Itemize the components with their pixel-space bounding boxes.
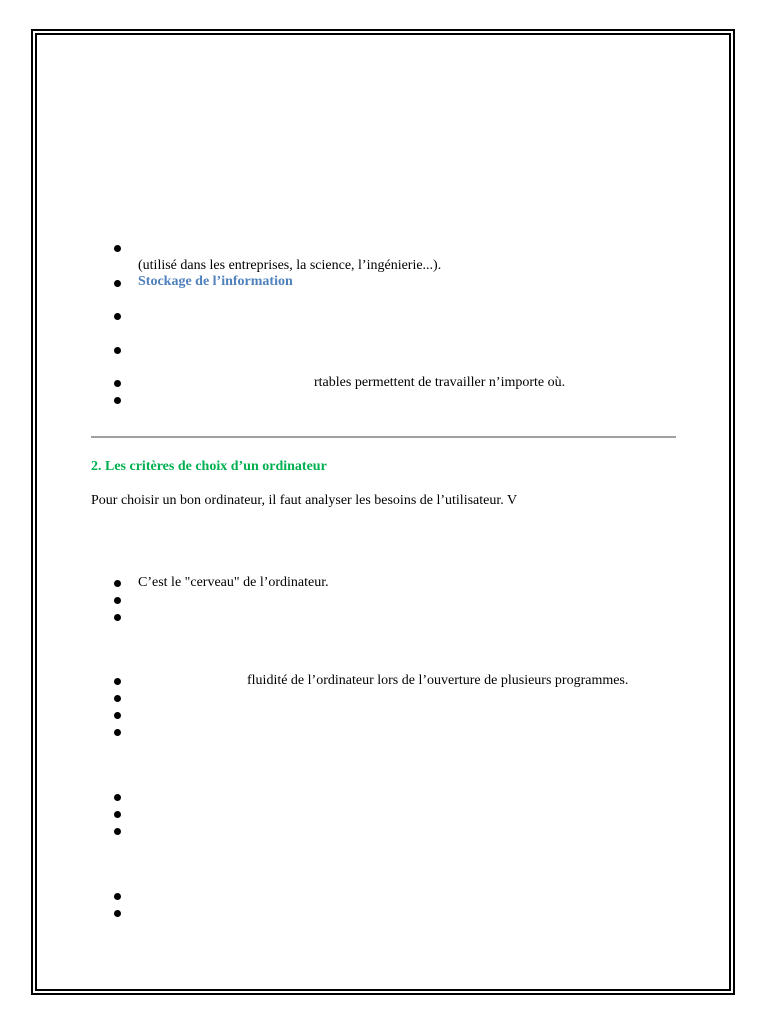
- horizontal-rule: [91, 436, 676, 438]
- list-bullet: [114, 313, 121, 320]
- section-heading: 2. Les critères de choix d’un ordinateur: [91, 459, 327, 474]
- list-bullet: [114, 678, 121, 685]
- list-bullet: [114, 280, 121, 287]
- list-bullet: [114, 245, 121, 252]
- list-bullet: [114, 794, 121, 801]
- page-border-inner: [35, 33, 731, 991]
- list-item-text: (utilisé dans les entreprises, la science, l’ingénierie...).: [138, 258, 442, 273]
- list-bullet: [114, 729, 121, 736]
- list-bullet: [114, 712, 121, 719]
- list-bullet: [114, 580, 121, 587]
- list-bullet: [114, 614, 121, 621]
- list-bullet: [114, 893, 121, 900]
- list-bullet: [114, 811, 121, 818]
- storage-link[interactable]: Stockage de l’information: [138, 274, 293, 289]
- list-bullet: [114, 397, 121, 404]
- list-bullet: [114, 380, 121, 387]
- list-bullet: [114, 695, 121, 702]
- list-item-text: rtables permettent de travailler n’importe où.: [314, 375, 566, 390]
- list-item-text: fluidité de l’ordinateur lors de l’ouverture de plusieurs programmes.: [247, 673, 629, 688]
- list-bullet: [114, 910, 121, 917]
- list-item-text: C’est le "cerveau" de l’ordinateur.: [138, 575, 329, 590]
- list-bullet: [114, 597, 121, 604]
- list-bullet: [114, 347, 121, 354]
- list-bullet: [114, 828, 121, 835]
- intro-paragraph: Pour choisir un bon ordinateur, il faut analyser les besoins de l’utilisateur. V: [91, 493, 518, 508]
